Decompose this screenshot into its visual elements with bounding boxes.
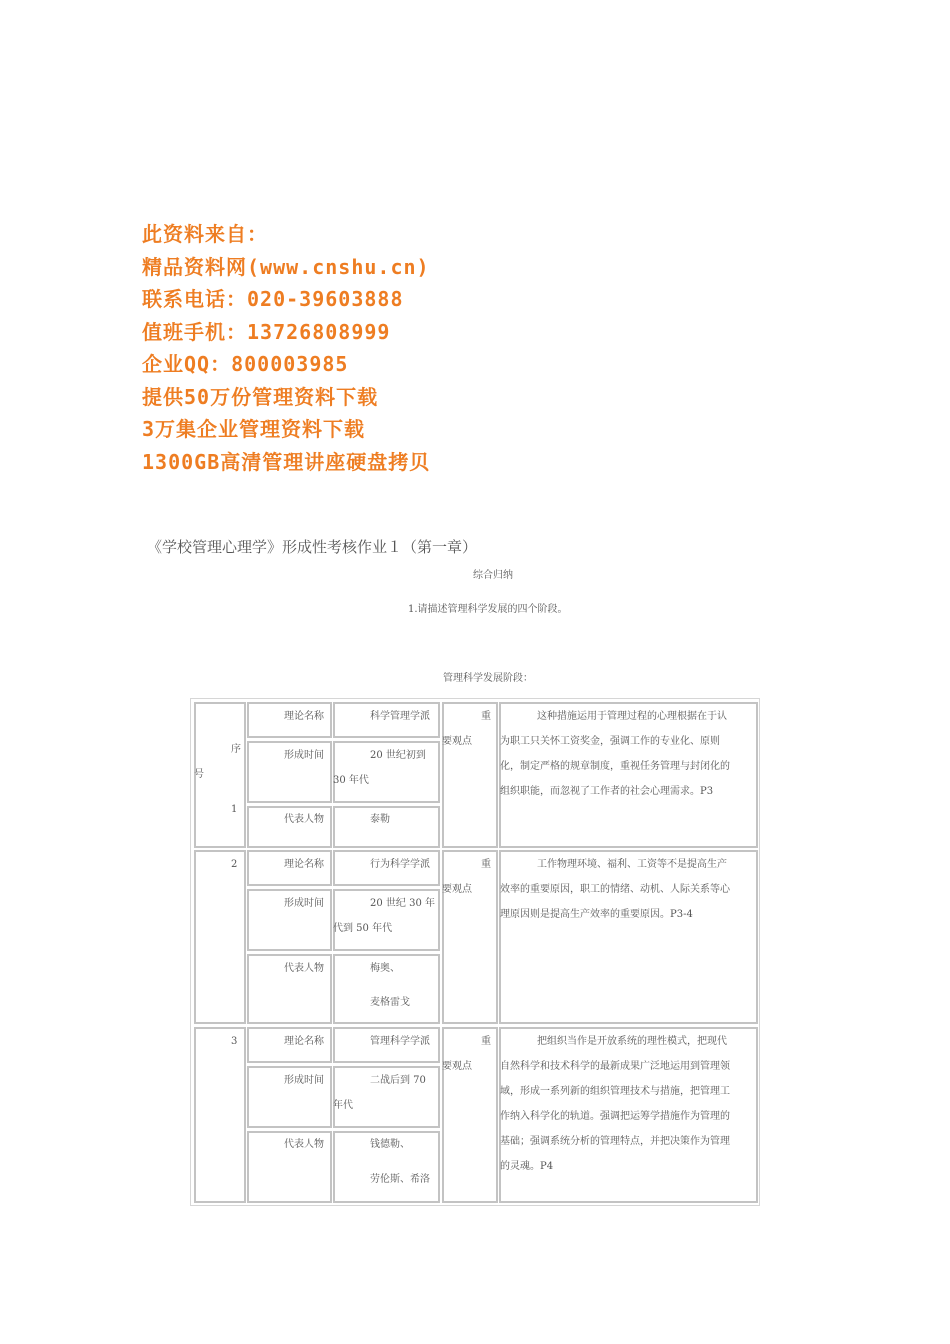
viewpoint-text: 这种措施运用于管理过程的心理根据在于认 为职工只关怀工资奖金，强调工作的专业化、原则 化，制定严格的规章制度，重视任务管理与封闭化的 组织职能，而忽视了工作者的社会心理需求。P3 <box>500 711 730 797</box>
time-label: 形成时间 <box>284 1075 324 1086</box>
key-label-a: 重 <box>481 1036 491 1047</box>
promo-line: 3万集企业管理资料下载 <box>142 417 366 441</box>
promo-line: 企业QQ：800003985 <box>142 352 349 376</box>
seq-cell <box>194 850 246 1024</box>
people-value-a: 钱德勒、 <box>370 1139 410 1150</box>
people-label: 代表人物 <box>284 1139 324 1150</box>
time-value-a: 二战后到 70 <box>370 1075 426 1086</box>
key-label-b: 要观点 <box>442 1061 472 1072</box>
promo-line: 此资料来自： <box>142 222 268 246</box>
time-value-b: 30 年代 <box>333 775 369 786</box>
question-text: 1.请描述管理科学发展的四个阶段。 <box>408 604 568 615</box>
key-label-b: 要观点 <box>442 884 472 895</box>
table-caption: 管理科学发展阶段： <box>443 673 533 684</box>
theory-name: 行为科学学派 <box>370 859 430 870</box>
time-label: 形成时间 <box>284 750 324 761</box>
time-value-b: 年代 <box>333 1100 353 1111</box>
seq-number: 2 <box>231 859 238 870</box>
people-label: 代表人物 <box>284 963 324 974</box>
seq-header-b: 号 <box>194 769 204 780</box>
promo-line: 提供50万份管理资料下载 <box>142 384 379 409</box>
time-value-a: 20 世纪初到 <box>370 750 426 761</box>
document-title: 《学校管理心理学》形成性考核作业１（第一章） <box>147 538 478 556</box>
seq-number: 1 <box>231 804 238 815</box>
theory-name: 科学管理学派 <box>370 711 430 722</box>
promo-line: 联系电话：020-39603888 <box>142 287 404 311</box>
seq-header-a: 序 <box>231 744 241 755</box>
people-label: 代表人物 <box>284 814 324 825</box>
promo-block <box>142 218 430 478</box>
promo-line: 精品资料网(www.cnshu.cn) <box>142 254 430 279</box>
key-label-b: 要观点 <box>442 736 472 747</box>
name-label: 理论名称 <box>284 711 324 722</box>
stages-table <box>190 698 760 1206</box>
promo-line: 值班手机：13726808999 <box>142 319 391 344</box>
people-value-b: 麦格雷戈 <box>370 997 410 1008</box>
viewpoint-text: 把组织当作是开放系统的理性模式，把现代 自然科学和技术科学的最新成果广泛地运用到管理领 域，形成一系列新的组织管理技术与措施，把管理工 作纳入科学化的轨道。强调把运筹学措施作为管理的 基础；强调系统分析的管理特点，并把决策作为管理 的灵魂。P4 <box>500 1036 730 1172</box>
time-value-b: 代到 50 年代 <box>333 923 393 934</box>
promo-line: 1300GB高清管理讲座硬盘拷贝 <box>142 449 431 474</box>
document-subtitle: 综合归纳 <box>473 570 513 581</box>
viewpoint-text: 工作物理环境、福利、工资等不是提高生产 效率的重要原因，职工的情绪、动机、人际关系等心 理原因则是提高生产效率的重要原因。P3-4 <box>500 859 730 920</box>
people-value-a: 泰勒 <box>370 814 390 825</box>
theory-name: 管理科学学派 <box>370 1036 430 1047</box>
people-value-a: 梅奥、 <box>370 963 400 974</box>
people-value-b: 劳伦斯、希洛 <box>370 1174 430 1185</box>
key-label-a: 重 <box>481 859 491 870</box>
time-label: 形成时间 <box>284 898 324 909</box>
seq-cell <box>194 1027 246 1203</box>
key-label-a: 重 <box>481 711 491 722</box>
time-value-a: 20 世纪 30 年 <box>370 898 435 909</box>
name-label: 理论名称 <box>284 1036 324 1047</box>
seq-number: 3 <box>231 1036 238 1047</box>
name-label: 理论名称 <box>284 859 324 870</box>
